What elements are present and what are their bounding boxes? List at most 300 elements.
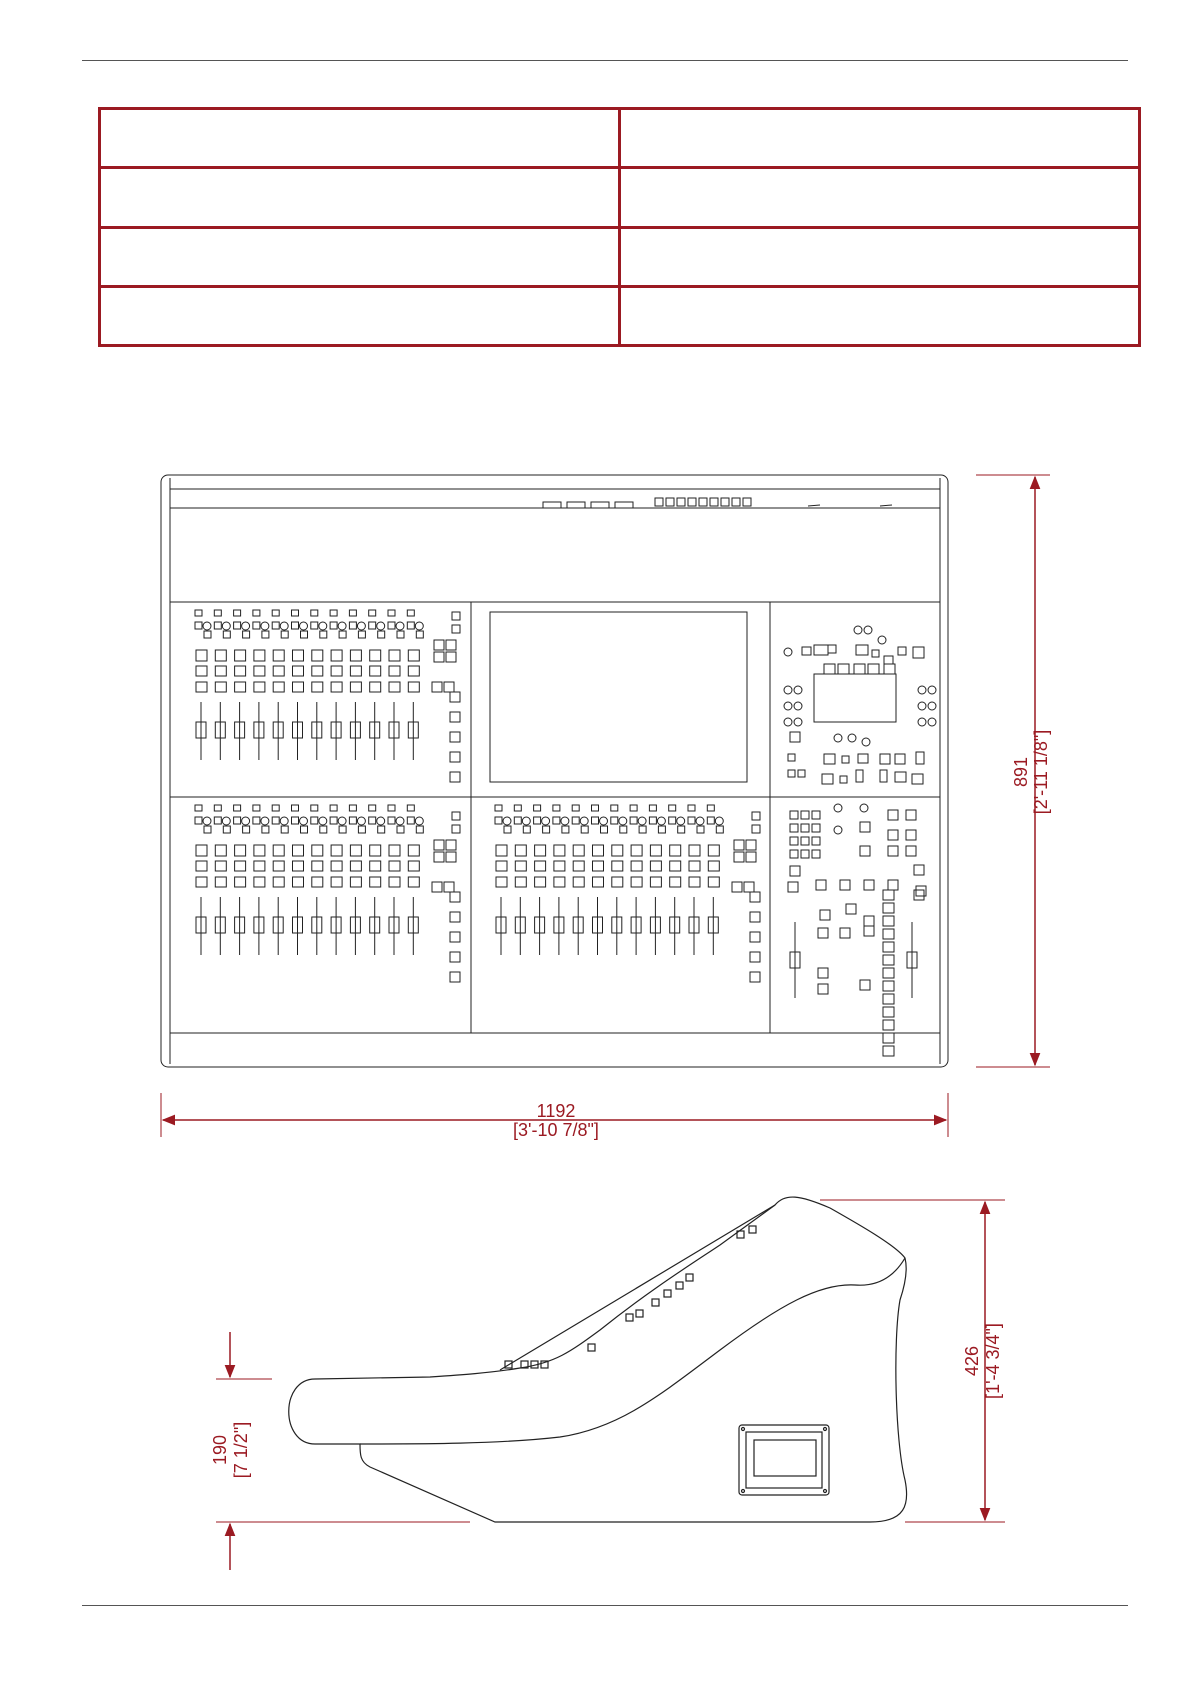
master-button [846,904,856,914]
channel-small-button [514,817,521,824]
bank-button [450,912,460,922]
master-button [868,664,879,674]
master-button [888,880,898,890]
channel-select-button [669,805,676,811]
channel-mute-button [389,650,400,661]
channel-encoder-icon [503,817,511,825]
channel-sel-button [215,877,226,887]
fader-bay-lower-left [195,805,460,982]
channel-small-button [301,826,308,833]
channel-small-button [330,622,337,629]
channel-small-button [292,817,299,824]
channel-mute-button [350,845,361,856]
channel-solo-button [554,861,565,871]
footer-rule [82,1605,1128,1606]
master-button [838,664,849,674]
master-button [788,882,798,892]
master-button [872,650,879,657]
channel-small-button [630,817,637,824]
channel-solo-button [389,666,400,676]
channel-select-button [495,805,502,811]
channel-solo-button [612,861,623,871]
channel-solo-button [235,666,246,676]
channel-solo-button [196,861,207,871]
channel-sel-button [370,682,381,692]
meter-bridge-led [677,498,685,506]
channel-encoder-icon [600,817,608,825]
channel-select-button [272,610,279,616]
channel-small-button [214,622,221,629]
channel-sel-button [273,877,284,887]
channel-small-button [349,817,356,824]
channel-small-button [378,631,385,638]
master-button [856,645,868,655]
master-key [790,811,798,819]
master-button [820,910,830,920]
channel-encoder-icon [357,622,365,630]
channel-solo-button [389,861,400,871]
channel-solo-button [273,861,284,871]
channel-encoder-icon [261,817,269,825]
channel-small-button [195,817,202,824]
master-encoder-icon [928,686,936,694]
channel-sel-button [215,682,226,692]
channel-small-button [339,826,346,833]
channel-select-button [349,805,356,811]
master-column-button [883,929,894,939]
handle-recess [754,1440,816,1476]
master-button [914,865,924,875]
master-key [790,837,798,845]
channel-encoder-icon [638,817,646,825]
depth-mm-label: 891 [1011,756,1031,788]
master-button [816,880,826,890]
channel-select-button [611,805,618,811]
touch-screen [490,612,747,782]
channel-mute-button [389,845,400,856]
channel-small-button [534,817,541,824]
master-column-button [883,903,894,913]
master-button [840,776,847,783]
channel-small-button [243,631,250,638]
master-button [888,880,898,890]
width-imperial-label: [3'-10 7/8"] [513,1120,599,1140]
channel-small-button [397,826,404,833]
master-encoder-icon [794,702,802,710]
channel-select-button [553,805,560,811]
master-column-button [883,1046,894,1056]
channel-select-button [311,610,318,616]
channel-small-button [669,817,676,824]
channel-small-button [416,631,423,638]
channel-small-button [349,622,356,629]
master-key [790,824,798,832]
channel-sel-button [254,682,265,692]
channel-sel-button [254,877,265,887]
bay-nav-button [444,882,454,892]
channel-solo-button [273,666,284,676]
master-button [824,754,835,764]
channel-small-button [601,826,608,833]
channel-encoder-icon [396,817,404,825]
master-encoder-icon [928,702,936,710]
channel-sel-button [273,682,284,692]
master-button [880,754,890,764]
side-control-bump [749,1226,756,1233]
channel-sel-button [650,877,661,887]
channel-solo-button [689,861,700,871]
master-button [814,645,828,655]
bay-nav-button [446,652,456,662]
master-button [906,830,916,840]
channel-encoder-icon [522,817,530,825]
side-control-bump [664,1290,671,1297]
channel-small-button [311,622,318,629]
master-button [916,752,924,764]
channel-select-button [369,610,376,616]
channel-select-button [253,610,260,616]
channel-mute-button [515,845,526,856]
channel-small-button [649,817,656,824]
bay-nav-button [434,840,444,850]
channel-small-button [301,631,308,638]
channel-sel-button [331,877,342,887]
master-encoder-icon [834,826,842,834]
master-button [822,774,833,784]
master-encoder-icon [784,686,792,694]
channel-small-button [504,826,511,833]
channel-encoder-icon [319,817,327,825]
channel-mute-button [554,845,565,856]
channel-small-button [214,817,221,824]
channel-sel-button [631,877,642,887]
channel-sel-button [408,682,419,692]
channel-small-button [358,631,365,638]
master-button [906,810,916,820]
side-surface-line [500,1205,775,1370]
channel-mute-button [535,845,546,856]
channel-select-button [272,805,279,811]
channel-solo-button [215,666,226,676]
master-encoder-icon [918,718,926,726]
channel-encoder-icon [657,817,665,825]
channel-select-button [214,610,221,616]
channel-small-button [253,622,260,629]
channel-solo-button [408,666,419,676]
channel-mute-button [196,650,207,661]
master-encoder-icon [864,626,872,634]
channel-mute-button [273,845,284,856]
channel-select-button [388,610,395,616]
channel-solo-button [573,861,584,871]
meter-bridge-led [688,498,696,506]
channel-sel-button [612,877,623,887]
bay-nav-button [434,652,444,662]
master-button [828,645,836,653]
channel-mute-button [408,650,419,661]
side-control-bump [626,1314,633,1321]
master-column-button [883,890,894,900]
channel-select-button [514,805,521,811]
channel-sel-button [312,682,323,692]
master-button [884,664,895,674]
channel-mute-button [293,845,304,856]
channel-mute-button [196,845,207,856]
meter-bridge-led [655,498,663,506]
channel-solo-button [215,861,226,871]
channel-sel-button [689,877,700,887]
master-key [812,837,820,845]
meter-bridge-led [699,498,707,506]
channel-select-button [330,805,337,811]
fader-bay-lower-center [495,805,760,982]
master-key [790,850,798,858]
channel-encoder-icon [280,817,288,825]
master-encoder-icon [794,718,802,726]
bank-button [450,692,460,702]
channel-small-button [272,817,279,824]
channel-solo-button [515,861,526,871]
master-button [818,968,828,978]
channel-small-button [339,631,346,638]
channel-small-button [378,826,385,833]
master-encoder-icon [794,686,802,694]
channel-solo-button [670,861,681,871]
channel-mute-button [350,650,361,661]
channel-small-button [388,817,395,824]
channel-small-button [262,826,269,833]
height-max-dimension [820,1200,1005,1522]
channel-encoder-icon [242,817,250,825]
channel-encoder-icon [396,622,404,630]
height-max-mm-label: 426 [962,1345,982,1377]
channel-encoder-icon [242,622,250,630]
master-button [884,656,893,664]
master-button [913,647,924,658]
channel-encoder-icon [319,622,327,630]
channel-solo-button [293,861,304,871]
master-encoder-icon [860,804,868,812]
channel-mute-button [235,650,246,661]
channel-sel-button [293,682,304,692]
channel-small-button [320,631,327,638]
channel-mute-button [331,650,342,661]
master-section-upper [784,626,936,784]
channel-encoder-icon [300,622,308,630]
master-button [788,770,795,777]
channel-small-button [592,817,599,824]
channel-small-button [281,826,288,833]
channel-sel-button [515,877,526,887]
bay-nav-button [732,882,742,892]
channel-encoder-icon [542,817,550,825]
channel-sel-button [312,877,323,887]
side-control-bump [676,1282,683,1289]
channel-mute-button [612,845,623,856]
bay-nav-button [446,852,456,862]
channel-small-button [311,817,318,824]
master-column-button [883,1020,894,1030]
master-column-button [883,916,894,926]
channel-select-button [330,610,337,616]
channel-sel-button [196,877,207,887]
master-button [842,756,849,763]
channel-small-button [407,817,414,824]
channel-select-button [214,805,221,811]
master-button [840,928,850,938]
channel-small-button [292,622,299,629]
bank-button [450,752,460,762]
channel-encoder-icon [261,622,269,630]
channel-encoder-icon [222,817,230,825]
width-dimension [161,1093,948,1140]
channel-small-button [204,631,211,638]
channel-select-button [630,805,637,811]
channel-mute-button [708,845,719,856]
channel-small-button [281,631,288,638]
channel-small-button [581,826,588,833]
channel-solo-button [370,861,381,871]
master-encoder-icon [878,636,886,644]
channel-sel-button [235,877,246,887]
side-control-bump [686,1274,693,1281]
bay-side-button [452,812,460,820]
meter-bridge-connector [591,502,609,508]
bay-nav-button [434,640,444,650]
master-button [895,772,906,782]
master-button [888,830,898,840]
master-column-button [883,1007,894,1017]
channel-solo-button [370,666,381,676]
channel-small-button [369,817,376,824]
channel-sel-button [370,877,381,887]
master-column-button [883,1033,894,1043]
master-encoder-icon [834,804,842,812]
channel-small-button [223,826,230,833]
bay-side-button [452,825,460,833]
width-mm-label: 1192 [536,1101,576,1121]
channel-small-button [320,826,327,833]
console-outline [161,475,948,1067]
channel-mute-button [293,650,304,661]
meter-bridge-led [710,498,718,506]
channel-solo-button [350,666,361,676]
master-button [860,846,870,856]
top-view [161,475,948,1067]
channel-solo-button [312,666,323,676]
height-max-imperial-label: [1'-4 3/4"] [983,1323,1003,1399]
channel-encoder-icon [415,817,423,825]
channel-solo-button [331,666,342,676]
channel-mute-button [370,650,381,661]
channel-select-button [534,805,541,811]
channel-small-button [195,622,202,629]
bank-button [450,892,460,902]
channel-small-button [204,826,211,833]
channel-mute-button [496,845,507,856]
master-button [888,846,898,856]
meter-bridge-led [666,498,674,506]
master-screen [814,674,896,722]
channel-mute-button [689,845,700,856]
side-surface-controls [505,1226,756,1368]
channel-mute-button [235,845,246,856]
bank-button [450,972,460,982]
master-column-button [883,994,894,1004]
bay-side-button [752,825,760,833]
bay-side-button [752,812,760,820]
channel-encoder-icon [338,817,346,825]
channel-small-button [611,817,618,824]
channel-encoder-icon [619,817,627,825]
master-button [798,770,805,777]
channel-small-button [358,826,365,833]
channel-encoder-icon [561,817,569,825]
master-encoder-icon [784,718,792,726]
channel-small-button [407,622,414,629]
channel-small-button [330,817,337,824]
meter-bridge-mark [880,505,892,506]
master-button [864,880,874,890]
channel-small-button [688,817,695,824]
channel-select-button [707,805,714,811]
channel-mute-button [593,845,604,856]
channel-mute-button [631,845,642,856]
channel-sel-button [389,682,400,692]
bank-button [450,732,460,742]
height-front-dimension [210,1332,470,1570]
channel-solo-button [593,861,604,871]
master-button [788,754,795,761]
channel-encoder-icon [338,622,346,630]
side-control-bump [652,1299,659,1306]
channel-small-button [495,817,502,824]
master-button [880,770,887,782]
channel-mute-button [650,845,661,856]
channel-small-button [523,826,530,833]
bay-side-button [452,612,460,620]
channel-solo-button [408,861,419,871]
side-view [289,1197,907,1522]
channel-encoder-icon [377,622,385,630]
bank-button [450,712,460,722]
channel-small-button [272,622,279,629]
master-key [812,811,820,819]
master-key [812,850,820,858]
bank-button [750,972,760,982]
bank-button [750,932,760,942]
channel-select-button [253,805,260,811]
master-button [906,846,916,856]
channel-select-button [388,805,395,811]
channel-sel-button [708,877,719,887]
master-button [864,916,874,926]
channel-small-button [253,817,260,824]
bay-nav-button [446,840,456,850]
master-key [801,811,809,819]
channel-encoder-icon [203,817,211,825]
channel-encoder-icon [222,622,230,630]
channel-solo-button [254,666,265,676]
channel-small-button [234,622,241,629]
master-button [824,664,835,674]
channel-select-button [234,610,241,616]
channel-select-button [311,805,318,811]
channel-small-button [388,622,395,629]
channel-solo-button [331,861,342,871]
master-button [888,810,898,820]
channel-encoder-icon [696,817,704,825]
